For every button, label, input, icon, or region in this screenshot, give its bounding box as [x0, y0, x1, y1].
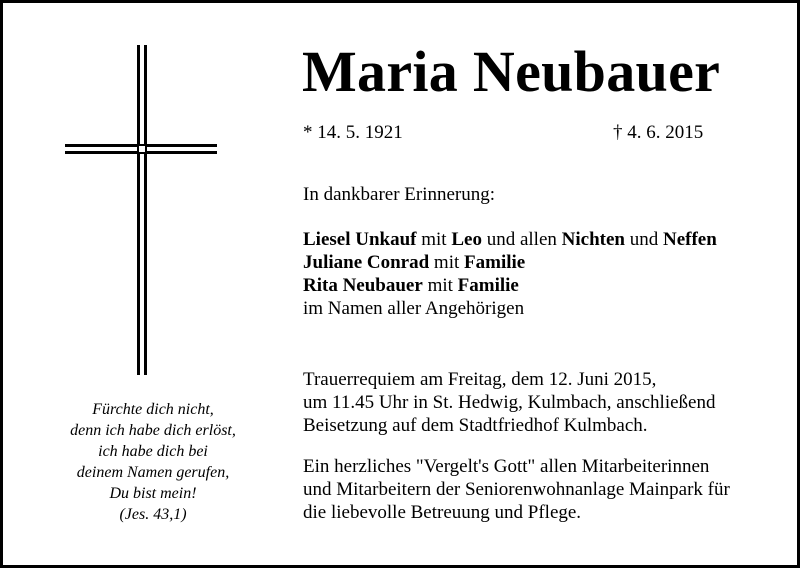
verse-line: ich habe dich bei [98, 443, 208, 460]
thanks-line: und Mitarbeitern der Seniorenwohnanlage Mainpark für [303, 479, 730, 500]
mourner-row [303, 297, 717, 320]
mourner-text: und [624, 229, 663, 250]
service-line: um 11.45 Uhr in St. Hedwig, Kulmbach, anschließend [303, 392, 716, 413]
mourner-text: mit [429, 252, 465, 273]
verse-reference: (Jes. 43,1) [119, 506, 187, 523]
cross-icon [65, 45, 217, 375]
mourner-row [303, 251, 717, 274]
mourner-name: Juliane Conrad [303, 252, 430, 273]
verse-line: deinem Namen gerufen, [76, 464, 230, 481]
mourner-name: Familie [464, 252, 526, 273]
mourner-row [303, 274, 717, 297]
service-line: Trauerrequiem am Freitag, dem 12. Juni 2015, [303, 369, 657, 390]
mourner-name: Nichten [561, 229, 625, 250]
thanks-line: Ein herzliches "Vergelt's Gott" allen Mitarbeiterinnen [303, 456, 710, 477]
mourners-list [303, 228, 717, 320]
mourner-name: Neffen [662, 229, 717, 250]
death-date: † 4. 6. 2015 [613, 122, 704, 143]
mourner-name: Liesel Unkauf [303, 229, 417, 250]
deceased-name: Maria Neubauer [302, 39, 721, 104]
service-info [303, 368, 715, 437]
mourner-name: Rita Neubauer [303, 275, 423, 296]
birth-date: * 14. 5. 1921 [303, 122, 403, 143]
mourner-name: Familie [457, 275, 519, 296]
mourner-text: mit [416, 229, 452, 250]
thanks-text [303, 455, 730, 524]
mourner-text: mit [422, 275, 458, 296]
mourner-text: im Namen aller Angehörigen [303, 298, 525, 319]
verse-line: Fürchte dich nicht, [92, 401, 214, 418]
verse-line: Du bist mein! [109, 485, 197, 502]
thanks-line: die liebevolle Betreuung und Pflege. [303, 502, 582, 523]
mourner-name: Leo [451, 229, 482, 250]
mourner-row [303, 228, 717, 251]
verse-line: denn ich habe dich erlöst, [70, 422, 236, 439]
bible-verse [33, 399, 273, 525]
mourner-text: und allen [481, 229, 562, 250]
service-line: Beisetzung auf dem Stadtfriedhof Kulmbach. [303, 415, 648, 436]
intro-text: In dankbarer Erinnerung: [303, 184, 496, 205]
